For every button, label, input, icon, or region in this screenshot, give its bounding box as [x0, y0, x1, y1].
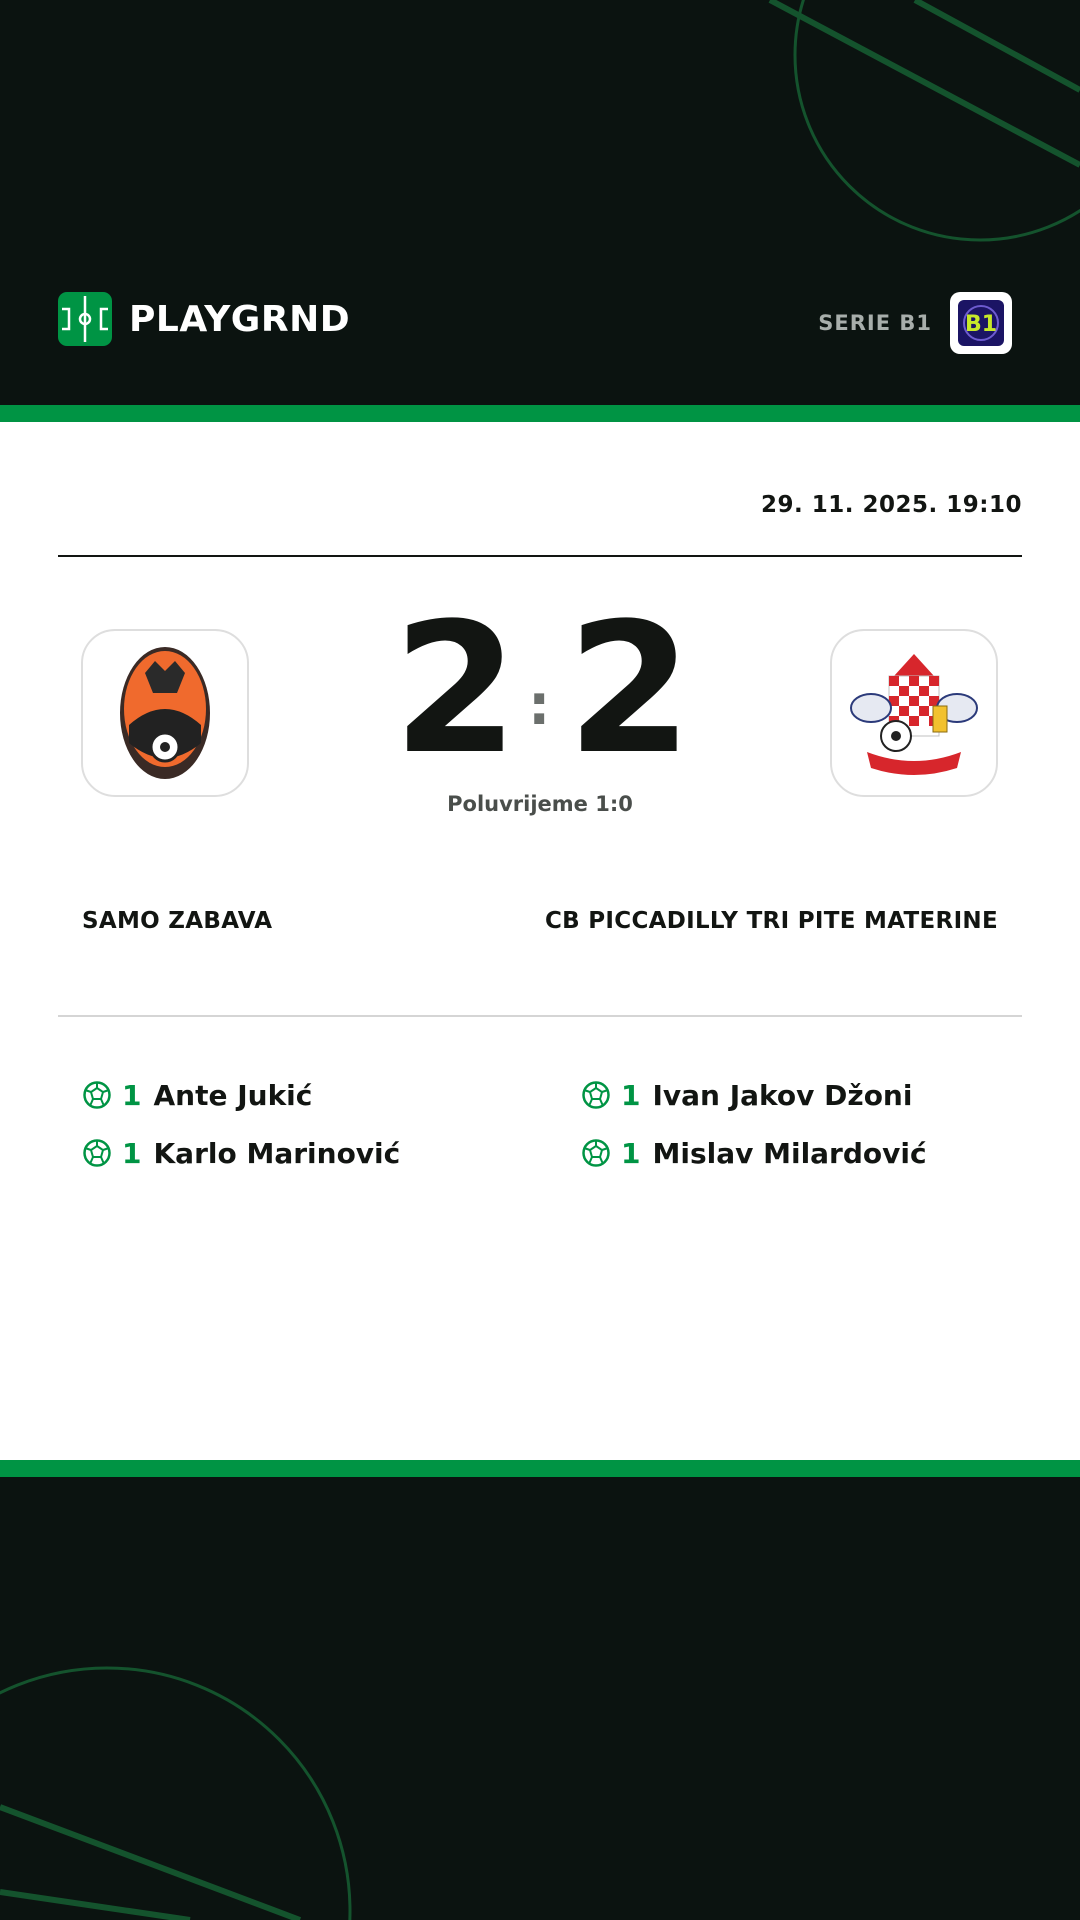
- home-score: 2: [393, 585, 519, 794]
- divider: [58, 1015, 1022, 1017]
- scorer-name: Ante Jukić: [153, 1078, 313, 1112]
- goal-count: 1: [621, 1078, 641, 1112]
- scorer-name: Ivan Jakov Džoni: [652, 1078, 913, 1112]
- brand-name: PLAYGRND: [129, 298, 351, 340]
- halftime-score: Poluvrijeme 1:0: [447, 792, 633, 816]
- goal-count: 1: [621, 1136, 641, 1170]
- match-datetime: 29. 11. 2025. 19:10: [761, 492, 1022, 518]
- league-badge-text: B1: [964, 312, 998, 337]
- scorer-name: Karlo Marinović: [153, 1136, 401, 1170]
- pitch-lines-decoration: [0, 1477, 1080, 1920]
- accent-bar-top: [0, 405, 1080, 422]
- scorer-row: [82, 1124, 400, 1182]
- accent-bar-bottom: [0, 1460, 1080, 1477]
- scorer-name: Mislav Milardović: [652, 1136, 927, 1170]
- home-scorers: [82, 1066, 400, 1182]
- soccer-ball-icon: [82, 1080, 112, 1110]
- scorer-row: [581, 1124, 927, 1182]
- away-score: 2: [567, 585, 693, 794]
- score-separator: :: [528, 673, 551, 738]
- match-card: [0, 422, 1080, 1460]
- league: [818, 292, 1012, 354]
- away-scorers: [581, 1066, 927, 1182]
- away-team-name: CB PICCADILLY TRI PITE MATERINE: [544, 908, 998, 934]
- divider: [58, 555, 1022, 557]
- league-name: SERIE B1: [818, 311, 932, 335]
- piccadilly-crest-icon: [849, 646, 979, 781]
- pitch-icon: [58, 292, 112, 346]
- away-team-crest: [830, 629, 998, 797]
- soccer-ball-icon: [581, 1080, 611, 1110]
- soccer-ball-icon: [581, 1138, 611, 1168]
- soccer-ball-icon: [82, 1138, 112, 1168]
- brand: [58, 292, 350, 346]
- scorer-row: [82, 1066, 400, 1124]
- goal-count: 1: [122, 1078, 142, 1112]
- goal-count: 1: [122, 1136, 142, 1170]
- footer: [0, 1477, 1080, 1920]
- scorer-row: [581, 1066, 927, 1124]
- league-badge-icon: [950, 292, 1012, 354]
- home-team-name: SAMO ZABAVA: [82, 908, 273, 934]
